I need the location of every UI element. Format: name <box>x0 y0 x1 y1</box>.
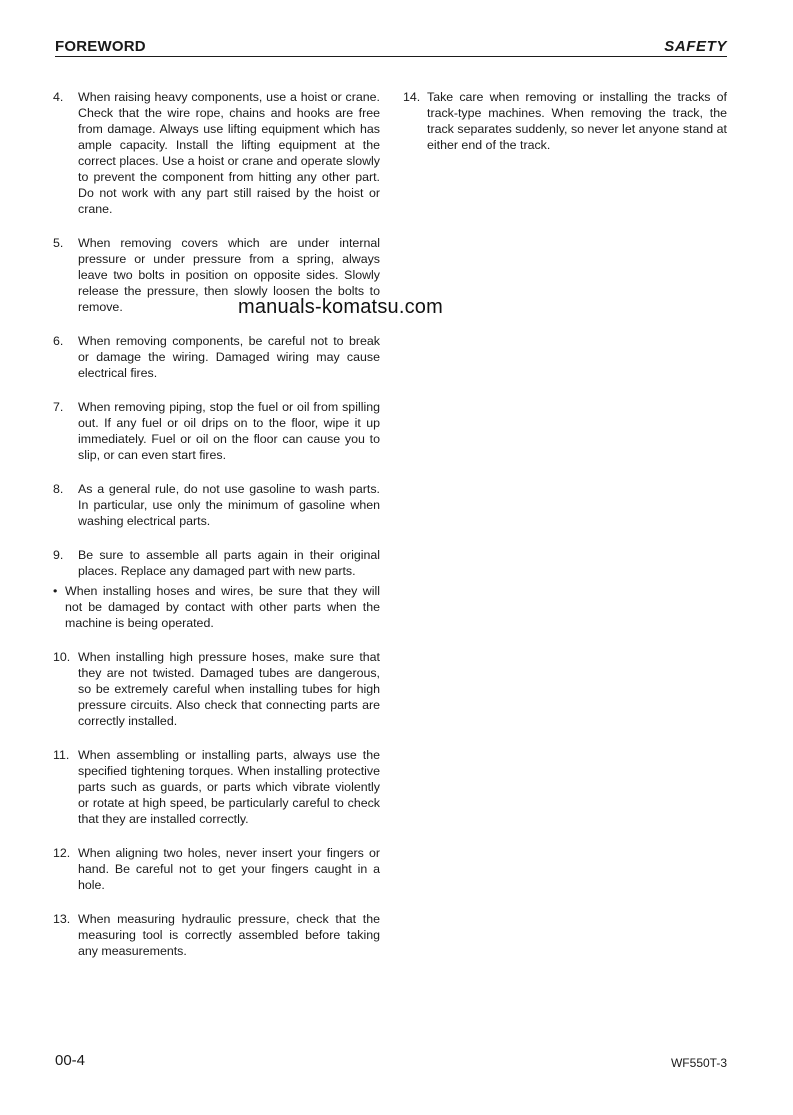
item-text: When aligning two holes, never insert your fingers or hand. Be careful not to get your fingers caught in a hole. <box>78 846 380 892</box>
list-item-13 <box>53 911 380 959</box>
list-item-6 <box>53 333 380 381</box>
bullet-mark: • <box>53 584 58 598</box>
item-text: Take care when removing or installing the tracks of track-type machines. When removing the track, the track separates suddenly, so never let anyone stand at either end of the track. <box>427 90 727 152</box>
page-number: 00-4 <box>55 1052 86 1069</box>
list-item-9 <box>53 547 380 579</box>
item-number: 14. <box>403 90 421 104</box>
item-text: When installing high pressure hoses, make sure that they are not twisted. Damaged tubes are dangerous, so be extremely careful when installing tubes for high pressure circuits. Also check that connecting parts are correctly installed. <box>78 650 380 728</box>
list-item-12 <box>53 845 380 893</box>
item-number: 11. <box>53 748 70 762</box>
item-text: As a general rule, do not use gasoline to wash parts. In particular, use only the minimum of gasoline when washing electrical parts. <box>78 482 380 528</box>
item-number: 7. <box>53 400 64 414</box>
model-number: WF550T-3 <box>670 1056 727 1070</box>
item-text: When measuring hydraulic pressure, check that the measuring tool is correctly assembled before taking any measurements. <box>78 912 380 958</box>
bullet-note <box>53 583 380 631</box>
list-item-11 <box>53 747 380 827</box>
item-text: When removing covers which are under internal pressure or under pressure from a spring, always leave two bolts in position on opposite sides. Slowly release the pressure, then slowly loosen the bolts to remove. <box>78 236 380 314</box>
item-text: When raising heavy components, use a hoist or crane. Check that the wire rope, chains and hooks are free from damage. Always use lifting equipment which has ample capacity. Install the lifting equipment at the correct places. Use a hoist or crane and operate slowly to prevent the component from hitting any other part. Do not work with any part still raised by the hoist or crane. <box>78 90 380 216</box>
item-text: When removing piping, stop the fuel or oil from spilling out. If any fuel or oil drips on to the floor, wipe it up immediately. Fuel or oil on the floor can cause you to slip, or can even start fires. <box>78 400 380 462</box>
bullet-text: When installing hoses and wires, be sure that they will not be damaged by contact with other parts when the machine is being operated. <box>65 584 380 630</box>
header-section-title: FOREWORD <box>55 38 146 55</box>
header-rule <box>55 56 727 57</box>
item-text: When removing components, be careful not to break or damage the wiring. Damaged wiring may cause electrical fires. <box>78 334 380 380</box>
list-item-14 <box>403 89 727 153</box>
item-number: 8. <box>53 482 64 496</box>
item-number: 10. <box>53 650 71 664</box>
item-number: 6. <box>53 334 64 348</box>
header-chapter-title: SAFETY <box>664 38 727 55</box>
item-number: 13. <box>53 912 71 926</box>
left-column <box>53 89 380 959</box>
list-item-8 <box>53 481 380 529</box>
item-number: 5. <box>53 236 64 250</box>
item-number: 12. <box>53 846 71 860</box>
item-number: 9. <box>53 548 64 562</box>
item-text: Be sure to assemble all parts again in their original places. Replace any damaged part with new parts. <box>78 548 380 578</box>
item-text: When assembling or installing parts, always use the specified tightening torques. When installing protective parts such as guards, or parts which vibrate violently or rotate at high speed, be particularly careful to check that they are installed correctly. <box>78 748 380 826</box>
watermark-text: manuals-komatsu.com <box>238 296 443 318</box>
list-item-4 <box>53 89 380 217</box>
list-item-10 <box>53 649 380 729</box>
right-column <box>403 89 727 153</box>
list-item-7 <box>53 399 380 463</box>
item-number: 4. <box>53 90 64 104</box>
